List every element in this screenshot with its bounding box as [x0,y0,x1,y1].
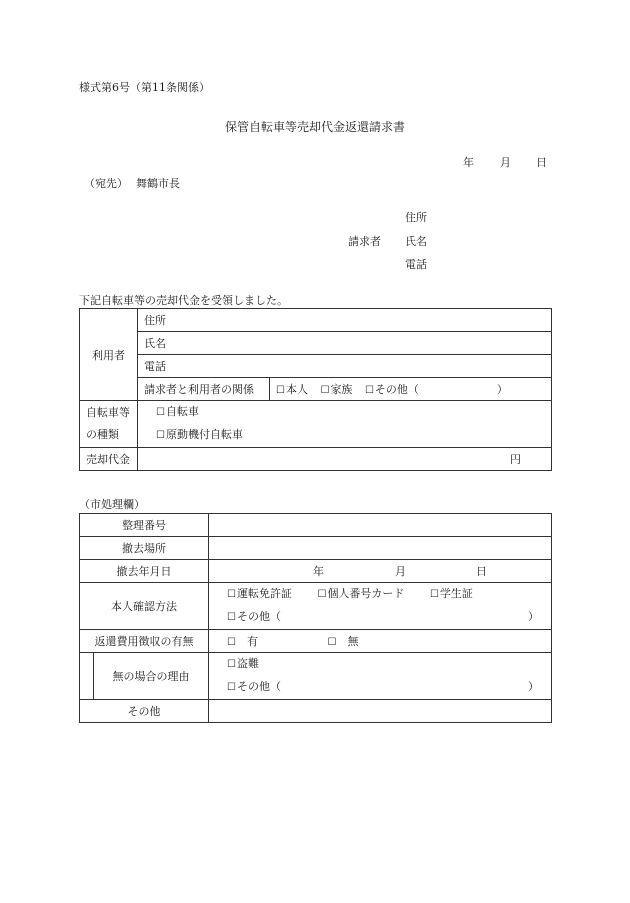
removal-date-year: 年 [313,565,324,578]
date-month-label: 月 [500,156,511,169]
relation-options [270,378,552,401]
fee-options [209,630,552,653]
other-value[interactable] [209,700,552,723]
id-license-checkbox[interactable]: ☐運転免許証 [227,587,292,600]
fee-label: 返還費用徴収の有無 [80,630,209,653]
relation-self-checkbox[interactable]: ☐本人 [276,383,308,396]
reason-label: 無の場合の理由 [94,653,209,700]
user-address-label: 住所 [144,314,166,327]
requester-name-label: 氏名 [405,235,427,248]
fee-yes-checkbox[interactable]: ☐ 有 [227,635,258,648]
reason-other-checkbox[interactable]: ☐その他（ [227,680,281,693]
vehicle-type-options [138,401,552,448]
relation-other-checkbox[interactable]: ☐その他（ [364,383,419,396]
intro-text: 下記自転車等の売却代金を受領しました。 [79,294,288,307]
removal-date-label: 撤去年月日 [80,560,209,583]
vehicle-moped-checkbox[interactable]: ☐原動機付自転車 [156,428,243,441]
addressee-prefix: （宛先） [84,177,128,190]
id-other-checkbox[interactable]: ☐その他（ [227,610,281,623]
vehicle-type-label: 自転車等 の種類 [80,401,138,448]
user-phone-cell[interactable] [138,355,552,378]
relation-family-checkbox[interactable]: ☐家族 [320,383,353,396]
office-table [79,513,552,723]
removal-date-day: 日 [476,565,487,578]
removal-date-month: 月 [395,565,406,578]
price-label: 売却代金 [80,448,138,471]
user-name-label: 氏名 [144,337,166,350]
removal-place-value[interactable] [209,537,552,560]
addressee-name: 舞鶴市長 [136,177,180,190]
removal-date-value[interactable] [209,560,552,583]
ref-no-label: 整理番号 [80,514,209,537]
price-unit: 円 [510,453,521,466]
reason-indent [80,653,94,700]
date-day-label: 日 [536,156,547,169]
reason-other-close: ） [527,680,539,693]
other-label: その他 [80,700,209,723]
user-address-cell[interactable] [138,309,552,332]
price-cell[interactable] [138,448,552,471]
id-other-close: ） [527,610,539,623]
user-name-cell[interactable] [138,332,552,355]
id-mynumber-checkbox[interactable]: ☐個人番号カード [317,587,405,600]
requester-label: 請求者 [348,235,381,248]
form-number: 様式第6号（第11条関係） [79,81,210,94]
requester-address-label: 住所 [405,211,427,224]
ref-no-value[interactable] [209,514,552,537]
reason-options [209,653,552,700]
id-method-options [209,583,552,630]
reason-theft-checkbox[interactable]: ☐盗難 [227,657,259,670]
office-use-label: （市処理欄） [79,498,145,511]
id-student-checkbox[interactable]: ☐学生証 [429,587,473,600]
vehicle-bicycle-checkbox[interactable]: ☐自転車 [156,405,199,418]
id-method-label: 本人確認方法 [80,583,209,630]
requester-phone-label: 電話 [405,258,427,271]
removal-place-label: 撤去場所 [80,537,209,560]
user-phone-label: 電話 [144,360,166,373]
form-title: 保管自転車等売却代金返還請求書 [224,120,405,134]
user-table [79,308,552,471]
user-label: 利用者 [80,309,138,401]
relation-other-close: ） [496,383,508,396]
fee-no-checkbox[interactable]: ☐ 無 [327,635,359,648]
date-year-label: 年 [463,156,474,169]
addressee [84,178,180,189]
relation-label: 請求者と利用者の関係 [138,378,270,401]
